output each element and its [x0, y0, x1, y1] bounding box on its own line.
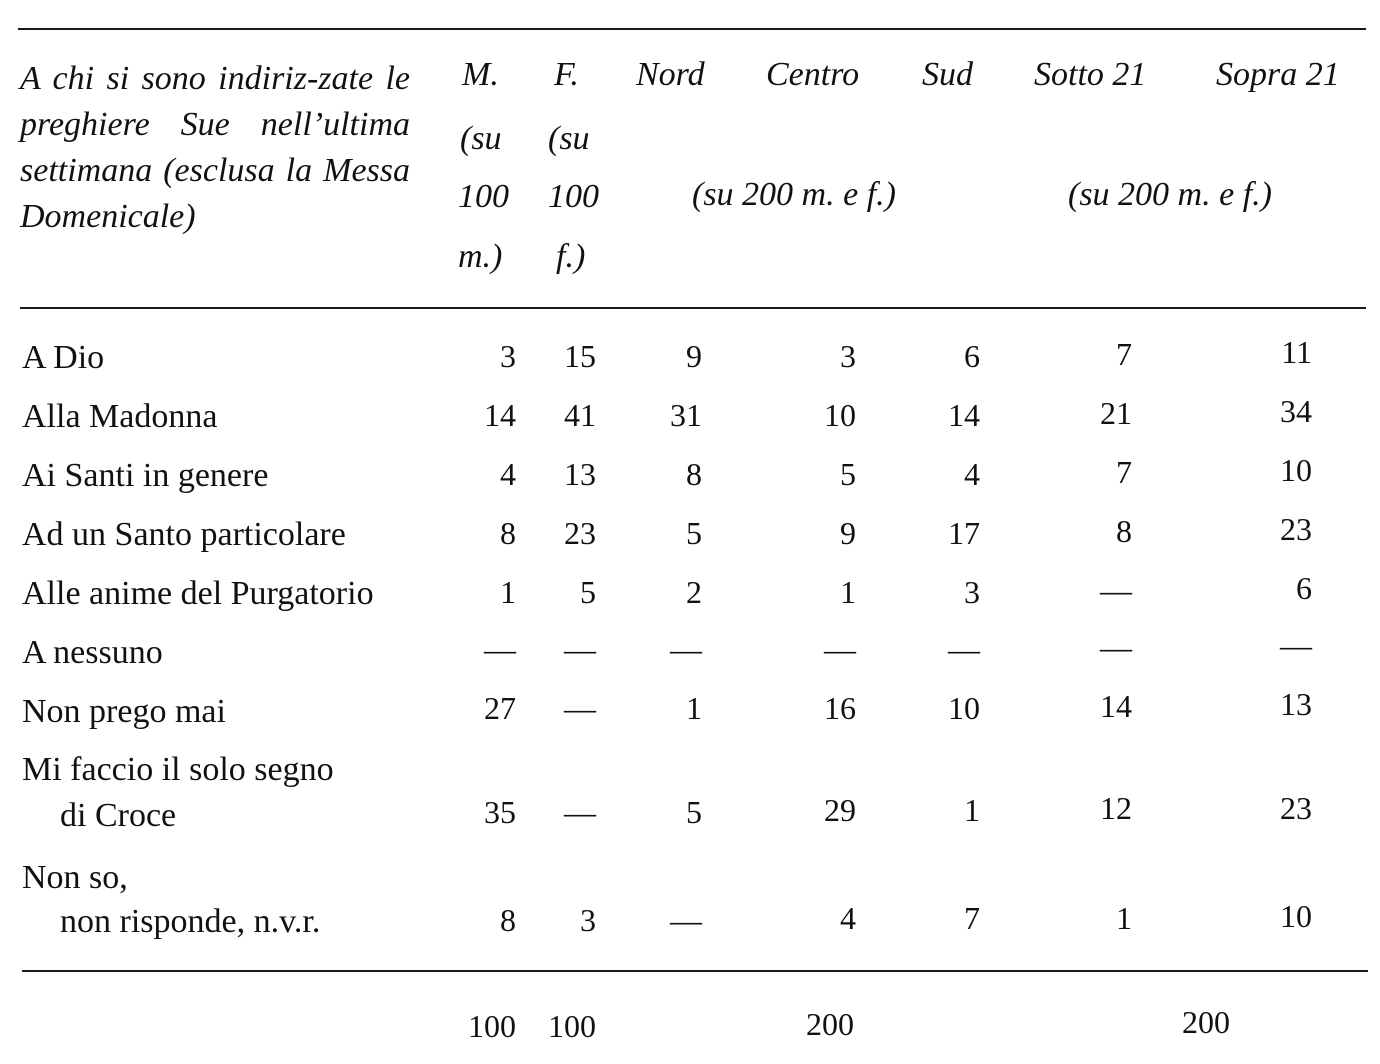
cell-sud: 6	[964, 338, 980, 374]
cell-centro: 10	[824, 397, 856, 433]
cell-sotto-21: 7	[1116, 336, 1132, 372]
cell-f: 13	[564, 456, 596, 492]
col-header-f-sub-3: f.)	[556, 238, 586, 275]
cell-nord: 8	[686, 456, 702, 492]
row-label: A nessuno	[22, 634, 163, 671]
col-header-nord: Nord	[636, 56, 705, 93]
row-label: Ai Santi in genere	[22, 457, 269, 494]
total-m: 100	[468, 1008, 516, 1044]
col-header-m-sub-2: 100	[458, 178, 509, 215]
cell-f: 41	[564, 397, 596, 433]
cell-m: 14	[484, 397, 516, 433]
cell-nord: 2	[686, 574, 702, 610]
top-rule	[18, 28, 1366, 30]
cell-centro: 3	[840, 338, 856, 374]
col-header-sotto-21: Sotto 21	[1034, 56, 1147, 93]
cell-m: —	[484, 631, 516, 667]
cell-m: 8	[500, 515, 516, 551]
cell-nord: 1	[686, 690, 702, 726]
total-regions: 200	[806, 1006, 854, 1042]
cell-m: 3	[500, 338, 516, 374]
cell-nord: 5	[686, 794, 702, 830]
row-label: Non prego mai	[22, 693, 226, 730]
col-header-m-sub-3: m.)	[458, 238, 503, 275]
row-label: Ad un Santo particolare	[22, 516, 346, 553]
question-header: A chi si sono indiriz-zate le preghiere Sue nell’ultima settimana (esclusa la Messa Domenicale)	[20, 60, 410, 235]
col-header-centro: Centro	[766, 56, 860, 93]
row-label: Alla Madonna	[22, 398, 218, 435]
cell-centro: 4	[840, 900, 856, 936]
cell-sopra-21: 10	[1280, 898, 1312, 934]
cell-sotto-21: —	[1100, 572, 1132, 608]
cell-f: 5	[580, 574, 596, 610]
col-header-sud: Sud	[922, 56, 973, 93]
total-f: 100	[548, 1008, 596, 1044]
cell-f: —	[564, 690, 596, 726]
cell-sopra-21: 13	[1280, 686, 1312, 722]
row-label-continuation: non risponde, n.v.r.	[60, 903, 321, 940]
row-label: Alle anime del Purgatorio	[22, 575, 374, 612]
row-label: Mi faccio il solo segno	[22, 751, 334, 788]
cell-sud: 14	[948, 397, 980, 433]
cell-sud: 17	[948, 515, 980, 551]
col-header-m-sub-1: (su	[460, 120, 502, 157]
cell-sotto-21: 1	[1116, 900, 1132, 936]
cell-sotto-21: —	[1100, 629, 1132, 665]
cell-sotto-21: 14	[1100, 688, 1132, 724]
cell-nord: —	[670, 902, 702, 938]
col-header-region-sub: (su 200 m. e f.)	[692, 176, 896, 213]
row-label: A Dio	[22, 339, 105, 376]
cell-centro: —	[824, 631, 856, 667]
cell-centro: 16	[824, 690, 856, 726]
cell-centro: 1	[840, 574, 856, 610]
cell-nord: —	[670, 631, 702, 667]
cell-sotto-21: 7	[1116, 454, 1132, 490]
col-header-age-sub: (su 200 m. e f.)	[1068, 176, 1272, 213]
col-header-f: F.	[554, 56, 579, 93]
col-header-f-sub-2: 100	[548, 178, 599, 215]
cell-nord: 5	[686, 515, 702, 551]
row-label: Non so,	[22, 859, 128, 896]
cell-sopra-21: 11	[1281, 334, 1312, 370]
cell-sopra-21: 10	[1280, 452, 1312, 488]
cell-sud: 10	[948, 690, 980, 726]
col-header-f-sub-1: (su	[548, 120, 590, 157]
cell-sud: 3	[964, 574, 980, 610]
cell-sopra-21: 23	[1280, 790, 1312, 826]
cell-f: —	[564, 631, 596, 667]
cell-m: 35	[484, 794, 516, 830]
cell-sopra-21: 6	[1296, 570, 1312, 606]
total-ages: 200	[1182, 1004, 1230, 1040]
cell-m: 27	[484, 690, 516, 726]
cell-sopra-21: 34	[1280, 393, 1312, 429]
cell-f: 15	[564, 338, 596, 374]
cell-sud: 7	[964, 900, 980, 936]
cell-sud: 4	[964, 456, 980, 492]
cell-sotto-21: 8	[1116, 513, 1132, 549]
cell-sopra-21: 23	[1280, 511, 1312, 547]
cell-m: 8	[500, 902, 516, 938]
cell-f: 23	[564, 515, 596, 551]
col-header-sopra-21: Sopra 21	[1216, 56, 1340, 93]
cell-centro: 5	[840, 456, 856, 492]
cell-centro: 29	[824, 792, 856, 828]
col-header-m: M.	[462, 56, 499, 93]
cell-sud: 1	[964, 792, 980, 828]
cell-sotto-21: 21	[1100, 395, 1132, 431]
cell-f: 3	[580, 902, 596, 938]
cell-sotto-21: 12	[1100, 790, 1132, 826]
cell-centro: 9	[840, 515, 856, 551]
totals-rule	[22, 970, 1368, 972]
cell-nord: 9	[686, 338, 702, 374]
cell-f: —	[564, 794, 596, 830]
cell-sopra-21: —	[1280, 627, 1312, 663]
cell-sud: —	[948, 631, 980, 667]
cell-m: 4	[500, 456, 516, 492]
cell-m: 1	[500, 574, 516, 610]
row-label-continuation: di Croce	[60, 797, 177, 834]
cell-nord: 31	[670, 397, 702, 433]
header-rule	[20, 307, 1366, 309]
